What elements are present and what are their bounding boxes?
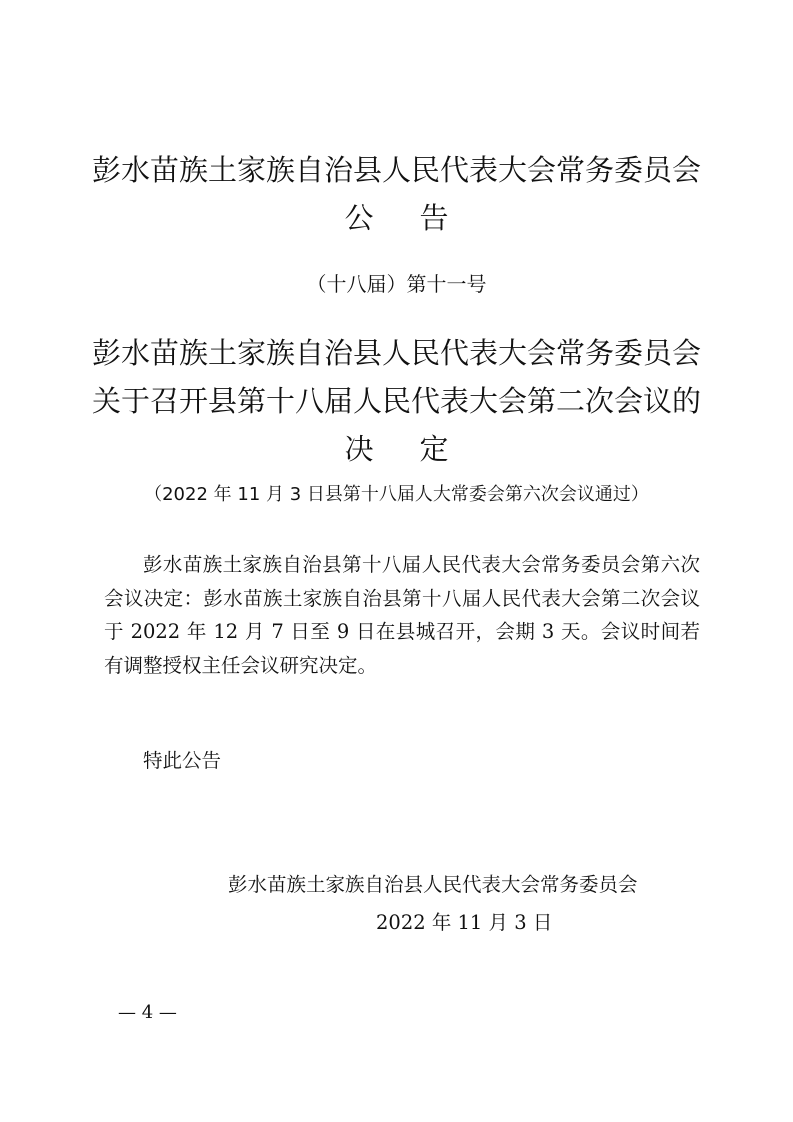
passed-note: （2022 年 11 月 3 日县第十八届人大常委会第六次会议通过）	[144, 484, 649, 505]
decision-body-paragraph	[104, 548, 700, 682]
meeting-duration: 3	[541, 620, 555, 643]
signature-issuer: 彭水苗族土家族自治县人民代表大会常务委员会	[228, 873, 638, 896]
page-number: — 4 —	[118, 1002, 177, 1023]
decision-title	[0, 329, 793, 473]
decision-title-line-3: 决定	[344, 432, 495, 466]
issuer-heading: 彭水苗族土家族自治县人民代表大会常务委员会	[91, 153, 701, 187]
signature-date: 2022 年 11 月 3 日	[376, 911, 553, 934]
meeting-start-day: 7	[271, 620, 284, 643]
meeting-end-day: 9	[336, 620, 350, 643]
body-text-year-unit: 年	[180, 620, 214, 643]
meeting-year: 2022	[130, 620, 181, 643]
meeting-month: 12	[213, 620, 239, 643]
decision-title-line-1: 彭水苗族土家族自治县人民代表大会常务委员会	[91, 336, 701, 370]
session-number: （十八届）第十一号	[306, 272, 487, 296]
decision-title-line-2: 关于召开县第十八届人民代表大会第二次会议的	[91, 384, 701, 418]
closing-statement: 特此公告	[143, 749, 222, 772]
body-text-part-1: 彭水苗族土家族自治县第十八届人民代表大会常务委员会第六次会议决定：彭水苗族土家族自治县第十八届人民代表大会第二次会议于	[104, 553, 700, 643]
body-text-location: 日在县城召开，会期	[349, 620, 542, 643]
body-text-part-2: 天。会议时间若有调整授权主任会议研究决定。	[104, 620, 700, 677]
body-text-month-unit: 月	[238, 620, 272, 643]
body-text-day-range: 日至	[283, 620, 337, 643]
document-type-heading: 公告	[344, 201, 495, 235]
